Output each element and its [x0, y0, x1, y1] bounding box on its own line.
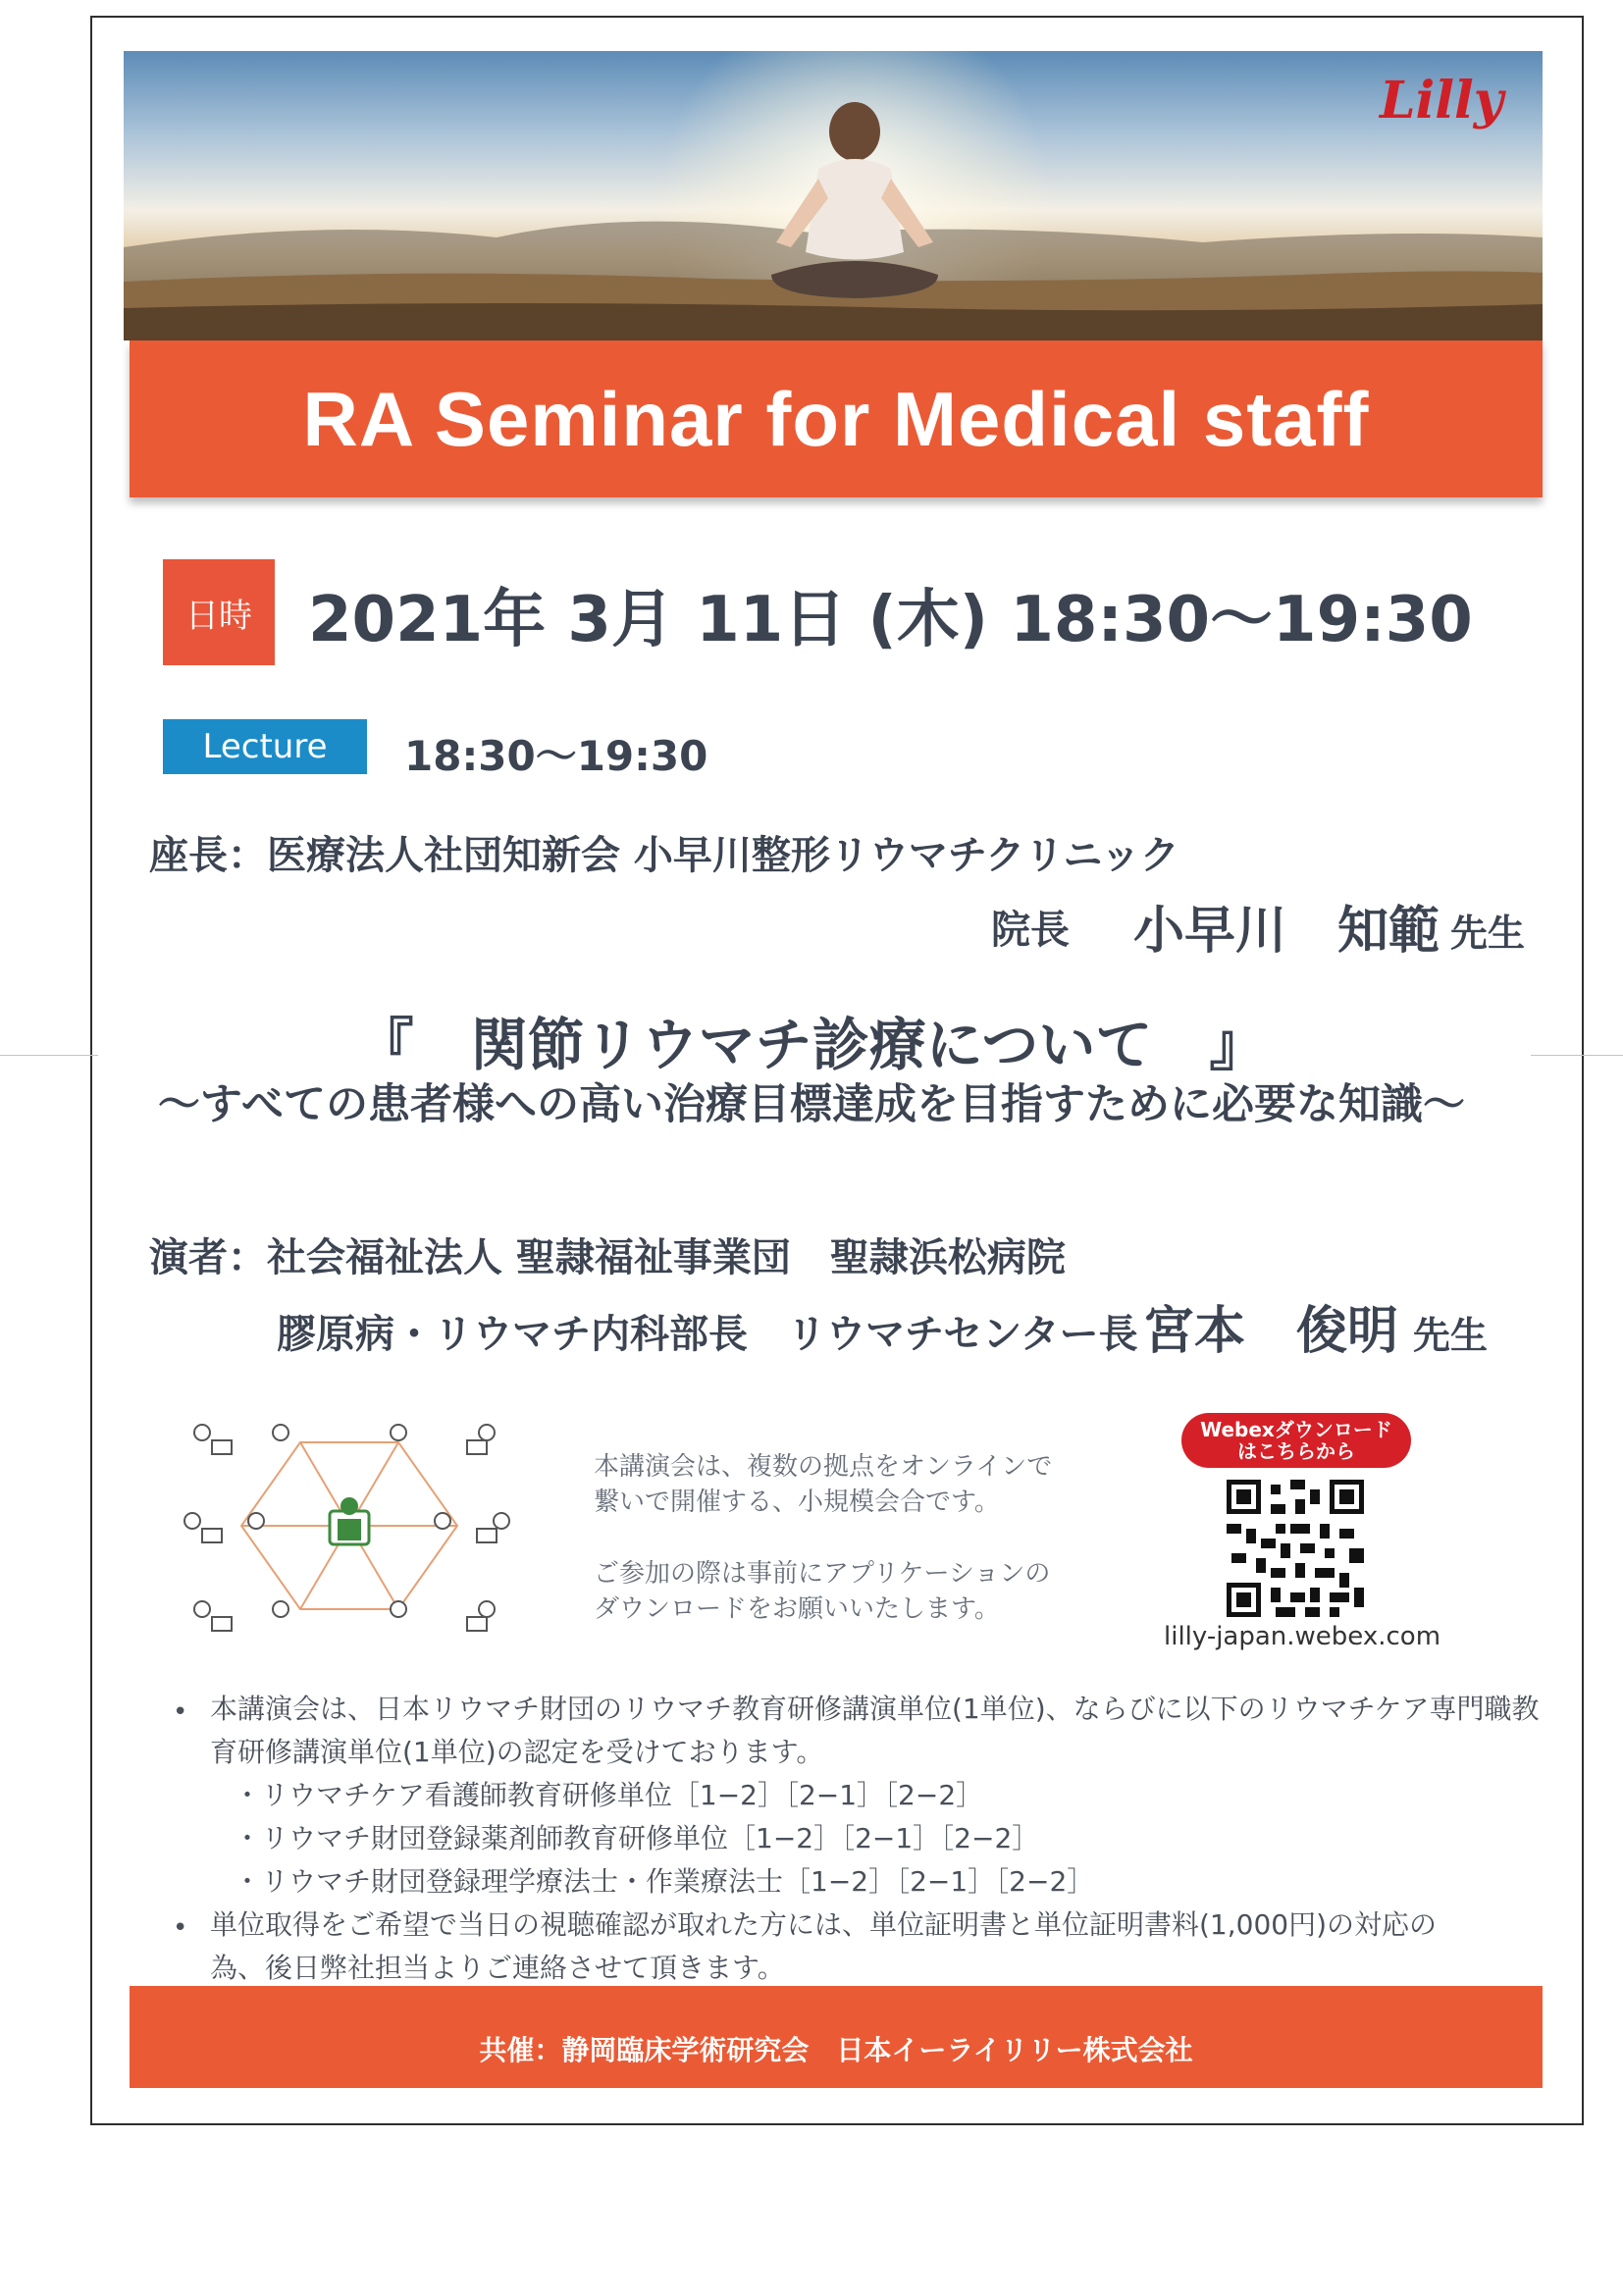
chair-name: 小早川 知範: [1133, 902, 1440, 961]
center-presenter-icon: [330, 1497, 369, 1544]
online-desc-line-1: 本講演会は、複数の拠点をオンラインで: [594, 1452, 1053, 1482]
lecture-tag: Lecture: [163, 719, 367, 774]
note-sub-1: ・リウマチケア看護師教育研修単位［1−2］［2−1］［2−2］: [234, 1779, 984, 1811]
chair-affiliation: 座長：医療法人社団知新会 小早川整形リウマチクリニック: [149, 833, 1179, 878]
co-sponsors: 共催：静岡臨床学術研究会 日本イーライリリー株式会社: [479, 2034, 1193, 2066]
bullet-icon: •: [173, 1913, 188, 1943]
note-1-line-2: 育研修講演単位(1単位)の認定を受けております。: [210, 1736, 824, 1768]
lecture-subtitle: 〜すべての患者様への高い治療目標達成を目指すために必要な知識〜: [157, 1080, 1466, 1129]
webex-url[interactable]: lilly-japan.webex.com: [1164, 1622, 1441, 1651]
bullet-icon: •: [173, 1697, 188, 1727]
chair-title: 院長: [991, 908, 1070, 953]
hero-image: [124, 51, 1543, 340]
lilly-logo: Lilly: [1379, 71, 1503, 130]
webex-download-badge[interactable]: [1181, 1413, 1411, 1468]
note-2-line-1: 単位取得をご希望で当日の視聴確認が取れた方には、単位証明書と単位証明書料(1,000円)の対応の: [210, 1908, 1438, 1941]
footer-banner: [130, 1986, 1543, 2088]
note-1-line-1: 本講演会は、日本リウマチ財団のリウマチ教育研修講演単位(1単位)、ならびに以下のリウマチケア専門職教: [210, 1693, 1540, 1725]
online-desc-line-3: ご参加の際は事前にアプリケーションの: [594, 1559, 1051, 1589]
seminar-title: RA Seminar for Medical staff: [302, 375, 1370, 462]
speaker-name: 宮本 俊明: [1143, 1302, 1399, 1361]
meditation-scene-illustration: [124, 51, 1543, 340]
webex-badge-line-1: Webexダウンロード: [1200, 1418, 1392, 1441]
online-desc-line-4: ダウンロードをお願いいたします。: [594, 1594, 1000, 1624]
webex-badge-line-2: はこちらから: [1237, 1439, 1355, 1463]
event-datetime: 2021年 3月 11日 (木) 18:30〜19:30: [308, 584, 1473, 656]
chair-honorific: 先生: [1450, 912, 1526, 955]
speaker-title: 膠原病・リウマチ内科部長 リウマチセンター長: [277, 1312, 1138, 1357]
online-desc-line-2: 繋いで開催する、小規模会合です。: [594, 1487, 1000, 1517]
webex-qr-code-icon[interactable]: [1227, 1480, 1364, 1617]
network-diagram: [183, 1413, 516, 1639]
title-banner: [130, 340, 1543, 497]
speaker-honorific: 先生: [1413, 1314, 1489, 1357]
lecture-time: 18:30〜19:30: [404, 732, 708, 780]
lecture-title: 『 関節リウマチ診療について 』: [356, 1012, 1267, 1078]
note-sub-3: ・リウマチ財団登録理学療法士・作業療法士［1−2］［2−1］［2−2］: [234, 1865, 1095, 1898]
speaker-affiliation: 演者：社会福祉法人 聖隷福祉事業団 聖隷浜松病院: [149, 1235, 1066, 1280]
note-sub-2: ・リウマチ財団登録薬剤師教育研修単位［1−2］［2−1］［2−2］: [234, 1822, 1040, 1854]
note-2-line-2: 為、後日弊社担当よりご連絡させて頂きます。: [210, 1952, 785, 1984]
date-tag: 日時: [163, 559, 275, 665]
